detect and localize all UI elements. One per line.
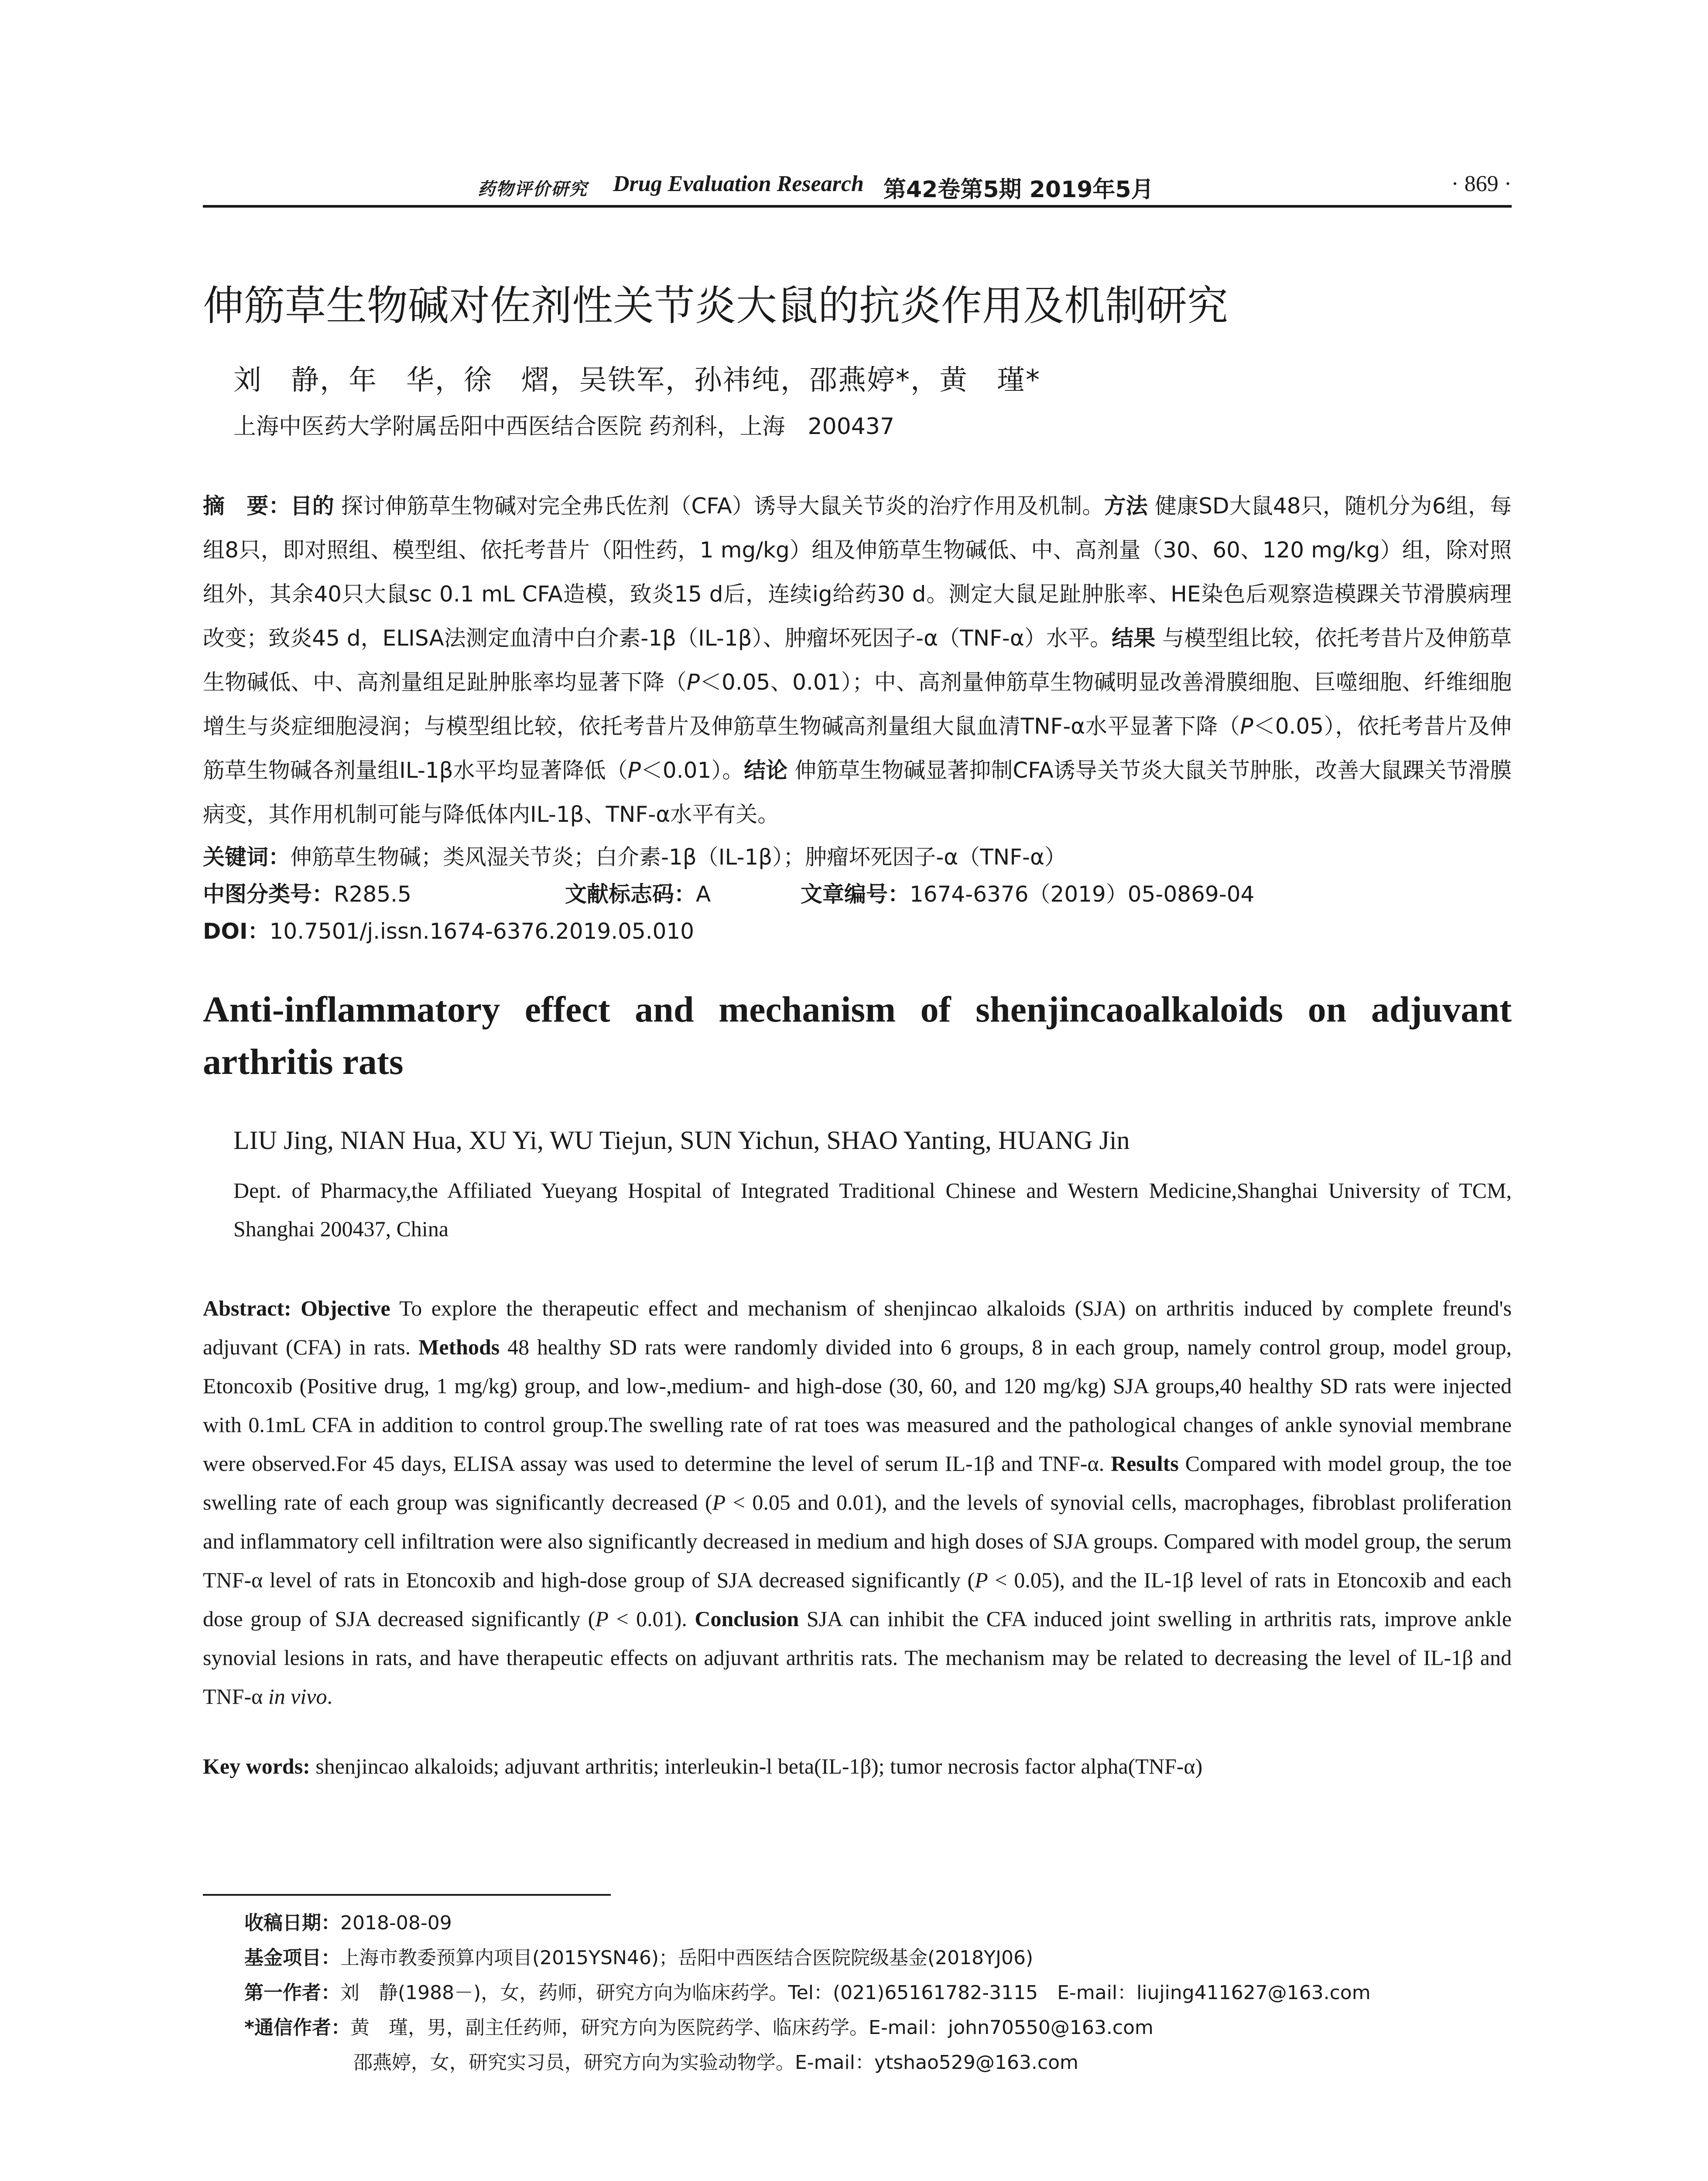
keywords-label-cn: 关键词： [203,844,290,870]
p-symbol: P [712,1490,726,1514]
results-cn-c: ＜0.05），依托考昔片及伸筋草生物碱各剂量组IL-1β水平均显著降低（ [203,714,1512,783]
methods-label-en: Methods [418,1335,500,1359]
results-en-b: < 0.05 and 0.01), and the levels of synovial cells, macrophages, fibroblast proliferation and inflammatory cell infiltration were also significantly decreased in medium and high doses of SJA groups. Compared with model group, the serum TNF-α level of rats in Etoncoxib and high-dose group of SJA decreased significantly ( [203,1490,1512,1592]
p-symbol: P [627,758,641,783]
received-label: 收稿日期： [244,1912,340,1934]
keywords-en [203,1754,1512,1779]
doi-value: 10.7501/j.issn.1674-6376.2019.05.010 [269,919,695,944]
doi-row [203,914,1512,945]
first-author-value: 刘 静(1988－)，女，药师，研究方向为临床药学。Tel：(021)65161782-3115 E-mail：liujing411627@163.com [340,1982,1371,2004]
abstract-label-cn: 摘 要： [203,493,291,519]
conclusion-en-b: . [327,1684,332,1709]
footnote-corresponding-2: 邵燕婷，女，研究实习员，研究方向为实验动物学。E-mail：ytshao529@163.com [353,2051,1078,2074]
p-symbol: P [686,670,700,695]
results-cn-b: ＜0.05、0.01）；中、高剂量伸筋草生物碱明显改善滑膜细胞、巨噬细胞、纤维细胞增生与炎症细胞浸润；与模型组比较，依托考昔片及伸筋草生物碱高剂量组大鼠血清TNF-α水平显著下降（ [203,670,1512,739]
keywords-value-cn: 伸筋草生物碱；类风湿关节炎；白介素-1β（IL-1β）；肿瘤坏死因子-α（TNF-α） [290,844,1066,870]
footnote-first-author [244,1977,1371,2005]
p-symbol: P [595,1607,609,1631]
p-symbol: P [1240,714,1253,739]
clc-value: R285.5 [334,882,411,907]
results-en-d: < 0.01). [608,1607,695,1631]
received-value: 2018-08-09 [340,1912,452,1934]
fund-value: 上海市教委预算内项目(2015YSN46)；岳阳中西医结合医院院级基金(2018YJ06) [340,1947,1034,1969]
objective-cn: 探讨伸筋草生物碱对完全弗氏佐剂（CFA）诱导大鼠关节炎的治疗作用及机制。 [341,493,1104,519]
fund-label: 基金项目： [244,1947,340,1969]
corresponding-label: *通信作者： [244,2017,351,2039]
title-cn: 伸筋草生物碱对佐剂性关节炎大鼠的抗炎作用及机制研究 [203,282,1229,330]
footnote-corresponding [244,2012,1153,2040]
abstract-label-en: Abstract: [203,1296,291,1320]
first-author-label: 第一作者： [244,1982,340,2004]
clc-label: 中图分类号： [203,882,334,907]
affiliation-en: Dept. of Pharmacy,the Affiliated Yueyang Hospital of Integrated Traditional Chinese and Western Medicine,Shanghai University of TCM, Shanghai 200437, China [233,1178,1512,1241]
results-label-cn: 结果 [1112,626,1156,651]
corresponding-value-1: 黄 瑾，男，副主任药师，研究方向为医院药学、临床药学。E-mail：john70550@163.com [350,2017,1153,2039]
abstract-en [203,1289,1512,1716]
abstract-cn [203,484,1512,837]
doc-code-value: A [696,882,711,907]
footnote-received [244,1907,452,1935]
objective-en: To explore the therapeutic effect and mechanism of shenjincao alkaloids (SJA) on arthritis induced by complete freund's adjuvant (CFA) in rats. [203,1296,1512,1359]
conclusion-label-en: Conclusion [695,1607,799,1631]
classification-row [203,877,1512,908]
methods-cn: 健康SD大鼠48只，随机分为6组，每组8只，即对照组、模型组、依托考昔片（阳性药，1 mg/kg）组及伸筋草生物碱低、中、高剂量（30、60、120 mg/kg）组，除对照组外，其余40只大鼠sc 0.1 mL CFA造模，致炎15 d后，连续ig给药30 d。测定大鼠足趾肿胀率、HE染色后观察造模踝关节滑膜病理改变；致炎45 d，ELISA法测定血清中白介素-1β（IL-1β）、肿瘤坏死因子-α（TNF-α）水平。 [203,493,1512,651]
footnote-rule [203,1894,611,1896]
objective-label-cn: 目的 [290,493,334,519]
results-en-a: Compared with model group, the toe swelling rate of each group was significantly decreased ( [203,1451,1512,1514]
conclusion-label-cn: 结论 [744,758,788,783]
methods-en: 48 healthy SD rats were randomly divided into 6 groups, 8 in each group, namely control group, model group, Etoncoxib (Positive drug, 1 mg/kg) group, and low-,medium- and high-dose (30, 60, and 120 mg/kg) SJA groups,40 healthy SD rats were injected with 0.1mL CFA in addition to control group.The swelling rate of rat toes was measured and the pathological changes of ankle synovial membrane were observed.For 45 days, ELISA assay was used to determine the level of serum IL-1β and TNF-α. [203,1335,1512,1476]
objective-label-en: Objective [301,1296,390,1320]
issue-info: 第42卷第5期 2019年5月 [883,177,1154,203]
keywords-value-en: shenjincao alkaloids; adjuvant arthritis; interleukin-l beta(IL-1β); tumor necrosis factor alpha(TNF-α) [310,1754,1203,1778]
results-cn-a: 与模型组比较，依托考昔片及伸筋草生物碱低、中、高剂量组足趾肿胀率均显著下降（ [203,626,1512,695]
authors-cn: 刘 静，年 华，徐 熠，吴铁军，孙祎纯，邵燕婷*，黄 瑾* [233,364,1041,397]
page-number: · 869 · [1451,171,1512,196]
conclusion-en-a: SJA can inhibit the CFA induced joint swelling in arthritis rats, improve ankle synovial lesions in rats, and have therapeutic effects on adjuvant arthritis rats. The mechanism may be related to decreasing the level of IL-1β and TNF-α [203,1607,1512,1709]
p-symbol: P [975,1568,988,1592]
keywords-label-en: Key words: [203,1754,310,1778]
journal-logo: 药物评价研究 [478,179,588,199]
results-cn-d: ＜0.01）。 [640,758,744,783]
article-no-label: 文章编号： [801,882,910,907]
conclusion-cn: 伸筋草生物碱显著抑制CFA诱导关节炎大鼠关节肿胀，改善大鼠踝关节滑膜病变，其作用机制可能与降低体内IL-1β、TNF-α水平有关。 [203,758,1512,827]
results-label-en: Results [1111,1451,1179,1476]
article-no-value: 1674-6376（2019）05-0869-04 [910,882,1255,907]
affiliation-cn: 上海中医药大学附属岳阳中西医结合医院 药剂科，上海 200437 [233,414,895,440]
conclusion-en-italic: in vivo [268,1684,327,1709]
authors-en: LIU Jing, NIAN Hua, XU Yi, WU Tiejun, SUN Yichun, SHAO Yanting, HUANG Jin [233,1126,1130,1155]
doc-code-label: 文献标志码： [565,882,696,907]
header-rule [203,205,1512,208]
journal-name: Drug Evaluation Research [613,171,864,196]
results-en-c: < 0.05), and the IL-1β level of rats in Etoncoxib and each dose group of SJA decreased significantly ( [203,1568,1512,1631]
keywords-cn [203,840,1512,871]
title-en: Anti-inflammatory effect and mechanism of shenjincaoalkaloids on adjuvant arthritis rats [203,989,1512,1082]
doi-label: DOI： [203,919,270,944]
running-header [203,169,1512,209]
footnote-fund [244,1942,1033,1970]
methods-label-cn: 方法 [1104,493,1148,519]
